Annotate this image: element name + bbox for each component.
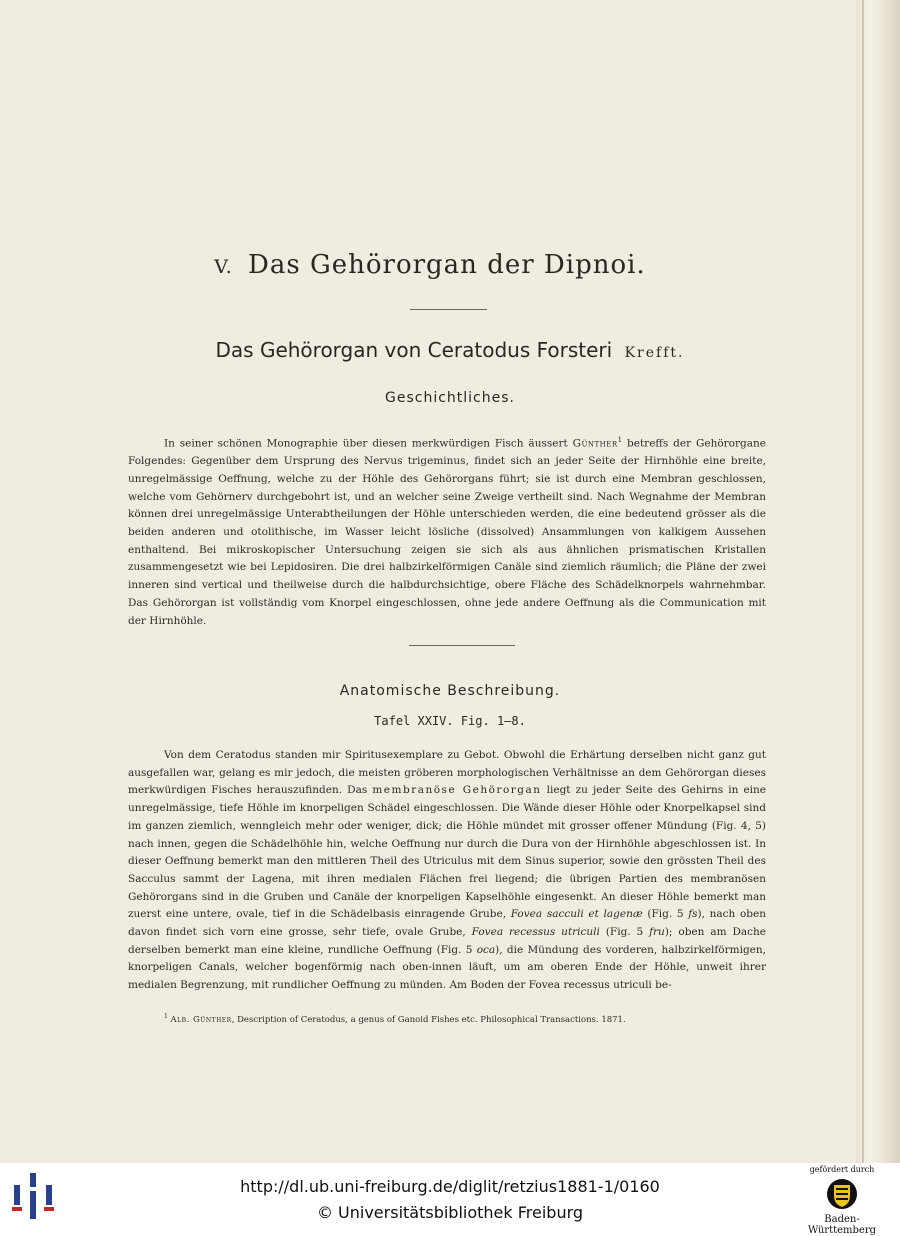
italic-label: oca [476,943,496,956]
copyright-text: © Universitätsbibliothek Freiburg [316,1203,584,1222]
author-name: Günther [572,437,618,450]
footnote-ref: 1 [617,436,623,444]
footnote-author: Alb. Günther [170,1014,232,1025]
paragraph-history-rest: betreffs der Gehörorgane Folgendes: Gegenüber dem Ursprung des Nervus trigeminus, findet sich an jeder Seite der Hirnhöhle eine breite, unregelmässige Oeffnung, welche zu der Höhle des Gehörorgans führt; sie ist durch eine Membran geschlossen, welche vom Gehörnerv durchgebohrt ist, und an welcher seine Zweige vertheilt sind. Nach Wegnahme der Membran können drei unregelmässige Unterabtheilungen der Höhle unterschieden werden, die eine bedeutend grösser als die beiden anderen und otolithische, im Wasser leicht lösliche (dissolved) Ansammlungen von kalkigem Aussehen enthaltend. Bei mikroskopischer Untersuchung zeigen sie sich als aus ähnlichen prismatischen Kristallen zusammengesetzt wie bei Lepidosiren. Die drei halbzirkelförmigen Canäle sind ziemlich räumlich; die Pläne der zwei inneren sind vertical und theilweise durch die halbdurchsichtige, obere Fläche des Schädelknorpels wahrnehmbar. Das Gehörorgan ist vollständig vom Knorpel eingeschlossen, ohne jede andere Oeffnung als die Communication mit der Hirnhöhle. [128,437,766,627]
sponsor-name: Baden-Württemberg [807,1214,877,1236]
chapter-title-text: Das Gehörorgan der Dipnoi. [248,250,646,280]
footnote-text: , Description of Ceratodus, a genus of Ganoid Fishes etc. Philosophical Transactions. 1871. [231,1014,626,1025]
state-coat-of-arms-icon [822,1176,862,1212]
text-run: ); oben am Dache derselben bemerkt man eine kleine, rundliche Oeffnung (Fig. 5 [128,926,766,956]
italic-label: fru [649,926,665,939]
paragraph-history [128,432,766,630]
text-run: (Fig. 5 [642,908,689,921]
text-run: ), nach oben davon findet sich vorn eine grosse, sehr tiefe, ovale Grube, [128,908,766,939]
italic-term: Fovea recessus utriculi [471,926,600,939]
chapter-number: V. [214,256,233,278]
paragraph-anatomy [128,747,766,995]
source-url-link[interactable]: http://dl.ub.uni-freiburg.de/diglit/retzius1881-1/0160 [240,1177,660,1196]
spaced-term: membranöse Gehörorgan [372,784,542,797]
section-heading-main [0,338,900,362]
divider-rule-middle [409,645,515,646]
text-run: liegt zu jeder Seite des Gehirns in eine unregelmässige, tiefe Höhle im knorpeligen Schädel eingeschlossen. Die Wände dieser Höhle oder Knorpelkapsel sind im ganzen ziemlich, wenngleich mehr oder weniger, dick; die Höhle mündet mit grosser offener Mündung (Fig. 4, 5) nach innen, gegen die Schädelhöhle hin, welche Oeffnung nur durch die Dura von der Hirnhöhle abgeschlossen ist. In dieser Oeffnung bemerkt man den mittleren Theil des Utriculus mit dem Sinus superior, sowie den grössten Theil des Sacculus sammt der Lagena, mit ihren medialen Flächen frei liegend; die übrigen Partien des membranösen Gehörorgans sind in die Gruben und Canäle der knorpeligen Kapselhöhle eingesenkt. An dieser Höhle bemerkt man zuerst eine untere, ovale, tief in die Schädelbasis einragende Grube, [128,784,766,921]
italic-term: Fovea sacculi et lagenæ [510,908,643,921]
text-run: (Fig. 5 [599,926,650,939]
page-gutter-line [862,0,864,1163]
paragraph-history-start: In seiner schönen Monographie über diesen merkwürdigen Fisch äussert [164,437,573,450]
sponsor-caption: gefördert durch [809,1165,875,1174]
section-heading-history: Geschichtliches. [385,390,515,406]
chapter-title [0,250,860,280]
text-run: Von dem Ceratodus standen mir Spiritusexemplare zu Gebot. Obwohl die Erhärtung derselben nicht ganz gut ausgefallen war, gelang es mir jedoch, die meisten gröberen morphologischen Verhältnisse an dem Gehörorgan dieses merkwürdigen Fisches herauszufinden. Das [128,749,766,797]
divider-rule-top [410,309,487,310]
section-heading-anatomy: Anatomische Beschreibung. [339,683,561,699]
footnote-mark: 1 [164,1013,168,1020]
section-heading-author: Krefft. [624,345,685,361]
footer-bar [0,1163,900,1236]
italic-label: fs [688,908,698,921]
plate-reference: Tafel XXIV. Fig. 1—8. [374,714,526,728]
section-heading-main-text: Das Gehörorgan von Ceratodus Forsteri [215,338,613,362]
footnote [128,1013,768,1025]
sponsor-block [792,1165,892,1236]
text-run: ), die Mündung des vorderen, halbzirkelförmigen, knorpeligen Canals, welcher bogenförmig nach oben-innen läuft, um am oberen Ende der Höhle, unweit ihrer medialen Begrenzung, mit rundlicher Oeffnung zu münden. Am Boden der Fovea recessus utriculi be- [128,943,766,992]
